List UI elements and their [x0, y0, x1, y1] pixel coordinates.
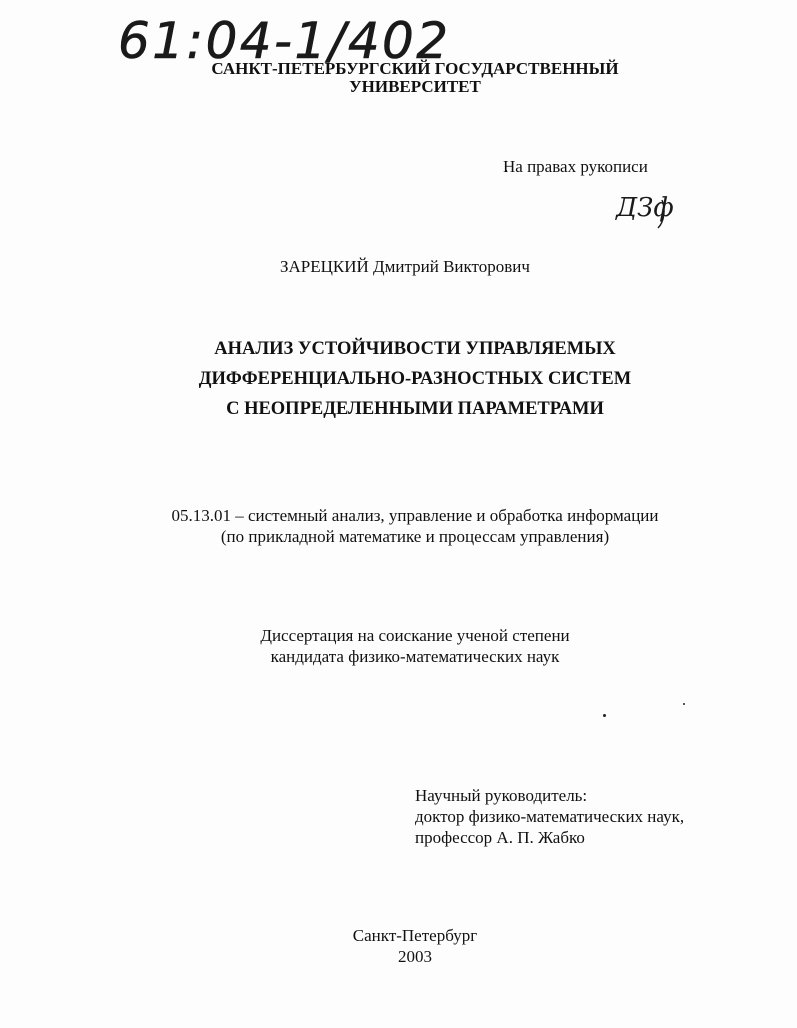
title-line-2: ДИФФЕРЕНЦИАЛЬНО-РАЗНОСТНЫХ СИСТЕМ	[198, 369, 632, 389]
title-line-1: АНАЛИЗ УСТОЙЧИВОСТИ УПРАВЛЯЕМЫХ	[214, 339, 616, 359]
university-line-2: УНИВЕРСИТЕТ	[349, 77, 481, 96]
degree-statement	[150, 625, 680, 667]
dissertation-title	[120, 334, 710, 424]
degree-line-1: Диссертация на соискание ученой степени	[260, 626, 570, 645]
degree-line-2: кандидата физико-математических наук	[270, 647, 560, 666]
title-line-3: С НЕОПРЕДЕЛЕННЫМИ ПАРАМЕТРАМИ	[226, 399, 604, 419]
supervisor-name: профессор А. П. Жабко	[415, 828, 585, 847]
author-name: ЗАРЕЦКИЙ Дмитрий Викторович	[280, 257, 530, 276]
specialty-code	[110, 505, 720, 547]
university-name	[180, 60, 650, 96]
city-name: Санкт-Петербург	[352, 926, 478, 945]
place-and-year	[300, 925, 530, 967]
supervisor-rank: доктор физико-математических наук,	[415, 807, 685, 826]
specialty-line-2: (по прикладной математике и процессам управления)	[220, 527, 610, 546]
signature-text: ДЗф	[616, 193, 674, 223]
scan-speck	[683, 703, 685, 705]
university-line-1: САНКТ-ПЕТЕРБУРГСКИЙ ГОСУДАРСТВЕННЫЙ	[211, 59, 619, 78]
scientific-supervisor	[415, 785, 684, 848]
scan-speck	[603, 714, 606, 717]
supervisor-label: Научный руководитель:	[415, 786, 588, 805]
manuscript-rights-note: На правах рукописи	[503, 157, 648, 176]
year: 2003	[398, 947, 432, 966]
specialty-line-1: 05.13.01 – системный анализ, управление и обработка информации	[171, 506, 659, 525]
handwritten-signature	[614, 186, 684, 231]
archive-code-text: 61:04-1/402	[118, 12, 448, 70]
